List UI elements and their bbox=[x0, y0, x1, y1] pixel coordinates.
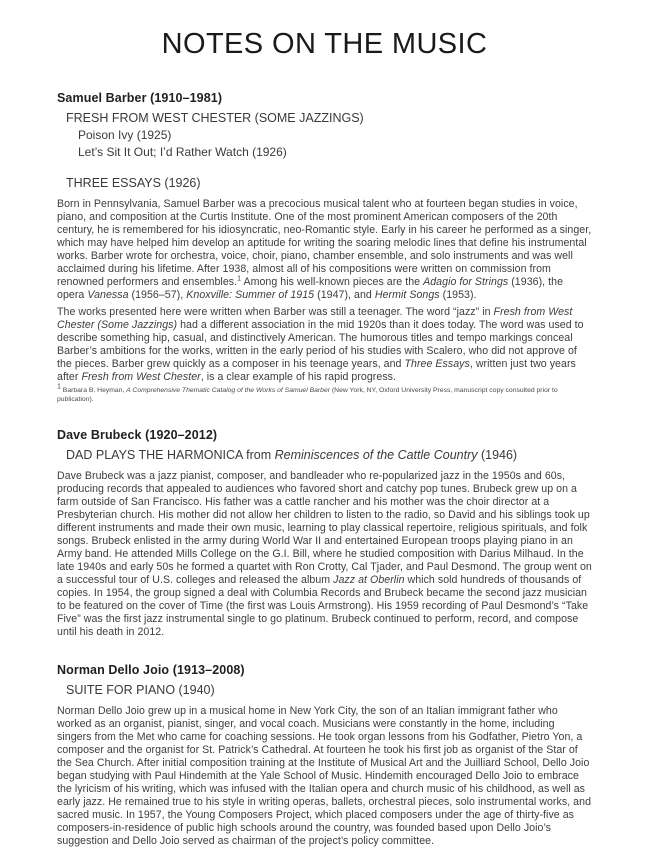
paragraph: Norman Dello Joio grew up in a musical home in New York City, the son of an Italian immigrant father who worked as an organist, pianist, singer, and vocal coach. Musicians were constantly in the home, including singers from the Met who came for coaching sessions. He took organ lessons from his Godfather, Pietro Yon, a composer and the organist for St. Patrick’s Cathedral. At fourteen he took his first job as organist of the Star of the Sea Church. After initial composition training at the Institute of Musical Art and the Juilliard School, Dello Joio began studying with Paul Hindemith at the Yale School of Music. Hindemith encouraged Dello Joio to embrace the lyricism of his writing, which was infused with the Italian opera and church music of his childhood, as well as early jazz. He remained true to his style in writing operas, ballets, orchestral pieces, solo instrumental works, and sacred music. In 1957, the Young Composers Project, which placed composers under the age of thirty-five as composers-in-residence of public high schools around the country, was founded based upon Dello Joio’s suggestion and Dello Joio served as chairman of the project’s policy committee. bbox=[57, 705, 592, 847]
section-samuel-barber bbox=[57, 91, 592, 404]
work-subtitle-line: Poison Ivy (1925) bbox=[78, 128, 172, 142]
work-subtitle-line: Let’s Sit It Out; I’d Rather Watch (1926) bbox=[78, 145, 287, 159]
composer-heading: Dave Brubeck (1920–2012) bbox=[57, 428, 218, 442]
work-title-line: THREE ESSAYS (1926) bbox=[66, 176, 201, 190]
work-title-line: SUITE FOR PIANO (1940) bbox=[66, 683, 215, 697]
page-title: NOTES ON THE MUSIC bbox=[161, 28, 488, 60]
paragraph: Born in Pennsylvania, Samuel Barber was a precocious musical talent who at fourteen began studies in voice, piano, and composition at the Curtis Institute. One of the most prominent American composers of the 20th century, he is remembered for his idiosyncratic, neo-Romantic style. Early in his career he performed as a singer, which may have helped him develop an aptitude for writing the soaring melodic lines that define his instrumental works. Barber wrote for orchestra, voice, choir, piano, chamber ensemble, and solo instruments and was well acclaimed during his lifetime. After 1938, almost all of his compositions were written on commission from renowned performers and ensembles.$^1$ Among his well-known pieces are the Adagio for Strings (1936), the opera Vanessa (1956–57), Knoxville: Summer of 1915 (1947), and Hermit Songs (1953). bbox=[57, 198, 592, 301]
paragraph: Dave Brubeck was a jazz pianist, composer, and bandleader who re-popularized jazz in the 1950s and 60s, producing records that appealed to audiences who favored short and catchy pop tunes. Brubeck grew up on a farm outside of San Francisco. His father was a cattle rancher and his mother was the choir director at a Presbyterian church. His mother did not allow her children to listen to the radio, so David and his siblings took up different instruments and made their own music, learning to play classical repertoire, religious spirituals, and folk songs. Brubeck enlisted in the army during World War II and entertained European troops playing piano in an Army band. He attended Mills College on the G.I. Bill, where he studied composition with Darius Milhaud. In the late 1940s and early 50s he formed a quartet with Ron Crotty, Cal Tjader, and Paul Desmond. The group went on a successful tour of U.S. colleges and released the album Jazz at Oberlin which sold hundreds of thousands of copies. In 1954, the group signed a deal with Columbia Records and Brubeck became the second jazz musician to be featured on the cover of Time (the first was Louis Armstrong). His 1959 recording of Paul Desmond’s “Take Five” was the first jazz instrumental single to go platinum. Brubeck continued to perform, record, and compose until his death in 2012. bbox=[57, 470, 592, 638]
paragraph: The works presented here were written when Barber was still a teenager. The word “jazz” in Fresh from West Chester (Some Jazzings) had a different association in the mid 1920s than it does today. The word was used to describe something hip, casual, and distinctively American. The humorous titles and tempo markings conceal Barber’s ambitions for the works, written in the early period of his studies with Scalero, who did not approve of the pieces. Barber grew quickly as a composer in his teenage years, and Three Essays, written just two years after Fresh from West Chester, is a clear example of his rapid progress. bbox=[57, 306, 584, 383]
section-norman-dello-joio bbox=[57, 663, 592, 848]
composer-heading: Samuel Barber (1910–1981) bbox=[57, 91, 223, 105]
work-title-line: FRESH FROM WEST CHESTER (SOME JAZZINGS) bbox=[66, 111, 364, 125]
section-dave-brubeck bbox=[57, 428, 592, 639]
work-title-line: DAD PLAYS THE HARMONICA from Reminiscences of the Cattle Country (1946) bbox=[66, 448, 518, 462]
composer-heading: Norman Dello Joio (1913–2008) bbox=[57, 663, 245, 677]
footnote: $^1$ Barbara B. Heyman, A Comprehensive Thematic Catalog of the Works of Samuel Barber (New York, NY, Oxford University Press, manuscript copy consulted prior to publication). bbox=[57, 383, 558, 403]
